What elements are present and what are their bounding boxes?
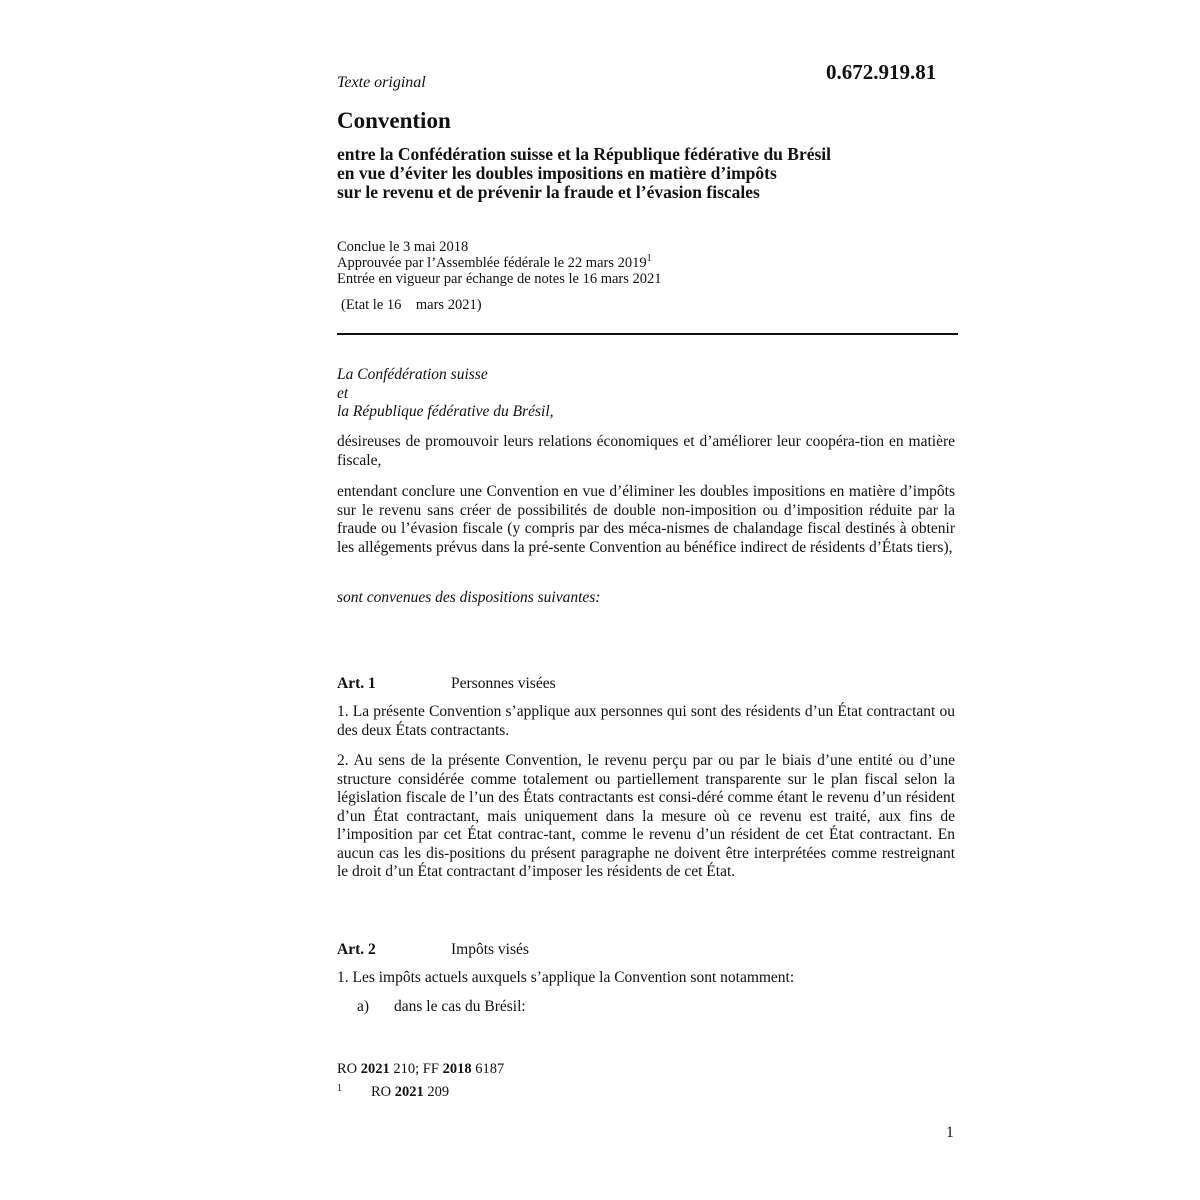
preamble-dispositions: sont convenues des dispositions suivantes: bbox=[337, 589, 601, 606]
article-title: Impôts visés bbox=[451, 941, 529, 958]
subtitle-line: entre la Confédération suisse et la République fédérative du Brésil bbox=[337, 144, 832, 164]
document-title: Convention bbox=[337, 108, 451, 133]
document-subtitle bbox=[337, 145, 977, 202]
publication-reference bbox=[337, 1059, 504, 1079]
date-conclue: Conclue le 3 mai 2018 bbox=[337, 239, 469, 255]
preamble-considerant-2: entendant conclure une Convention en vue d’éliminer les doubles impositions en matière d’impôts sur le revenu sans créer de possibilités de double non-imposition ou d’imposition réduite par la fraude ou l’évasion fiscale (y compris par des méca-nismes de chalandage fiscal destinés à obtenir les allégements prévus dans la pré-sente Convention au bénéfice indirect de résidents d’États tiers), bbox=[337, 483, 955, 556]
article-number: Art. 2 bbox=[337, 941, 376, 958]
party-line: la République fédérative du Brésil, bbox=[337, 403, 554, 420]
item-text: dans le cas du Brésil: bbox=[394, 998, 526, 1015]
texte-original-label: Texte original bbox=[337, 74, 426, 91]
party-line: La Confédération suisse bbox=[337, 366, 488, 383]
dates-block bbox=[337, 239, 662, 287]
document-number: 0.672.919.81 bbox=[826, 60, 937, 84]
ro-prefix: RO bbox=[337, 1061, 361, 1077]
fn1-page: 209 bbox=[423, 1084, 450, 1100]
article-number: Art. 1 bbox=[337, 675, 376, 692]
article-2-item-a bbox=[357, 998, 526, 1016]
header-divider bbox=[337, 333, 958, 335]
subtitle-line: en vue d’éviter les doubles impositions en matière d’impôts bbox=[337, 163, 777, 183]
date-approuvee bbox=[337, 255, 662, 271]
fn1-prefix: RO bbox=[371, 1084, 395, 1100]
preamble-parties bbox=[337, 366, 955, 422]
party-line: et bbox=[337, 384, 349, 402]
subtitle-line: sur le revenu et de prévenir la fraude et l’évasion fiscales bbox=[337, 182, 760, 202]
etat-date: (Etat le 16 mars 2021) bbox=[341, 297, 482, 313]
ro-year: 2021 bbox=[360, 1061, 390, 1077]
preamble-considerant-1: désireuses de promouvoir leurs relations économiques et d’améliorer leur coopéra-tion en matière fiscale, bbox=[337, 433, 955, 469]
fn1-year: 2021 bbox=[394, 1084, 424, 1100]
footnote-ref[interactable]: 1 bbox=[646, 253, 652, 264]
ff-page: 6187 bbox=[471, 1061, 505, 1077]
article-1-paragraph-1: 1. La présente Convention s’applique aux personnes qui sont des résidents d’un État contractant ou des deux États contractants. bbox=[337, 703, 955, 739]
article-1-paragraph-2: 2. Au sens de la présente Convention, le revenu perçu par ou par le biais d’une entité ou d’une structure considérée comme totalement ou partiellement transparente sur le plan fiscal selon la législation fiscale de l’un des États contractants est consi-déré comme étant le revenu d’un résident d’un État contractant, mais uniquement dans la mesure où ce revenu est traité, aux fins de l’imposition par cet État contrac-tant, comme le revenu d’un résident de cet État contractant. En aucun cas les dis-positions du présent paragraphe ne doivent être interprétées comme restreignant le droit d’un État contractant d’imposer les résidents de cet État. bbox=[337, 752, 955, 880]
footnote-mark: 1 bbox=[337, 1083, 342, 1094]
date-entree: Entrée en vigueur par échange de notes le 16 mars 2021 bbox=[337, 271, 662, 287]
date-approuvee-text: Approuvée par l’Assemblée fédérale le 22 mars 2019 bbox=[337, 255, 647, 271]
item-label: a) bbox=[357, 998, 370, 1015]
article-title: Personnes visées bbox=[451, 675, 556, 692]
ro-page: 210; FF bbox=[389, 1061, 443, 1077]
footnotes-block bbox=[337, 1059, 504, 1102]
footnote-1 bbox=[337, 1079, 504, 1102]
article-2-paragraph-1: 1. Les impôts actuels auxquels s’applique la Convention sont notamment: bbox=[337, 969, 795, 986]
page-number: 1 bbox=[946, 1124, 954, 1141]
ff-year: 2018 bbox=[442, 1061, 472, 1077]
